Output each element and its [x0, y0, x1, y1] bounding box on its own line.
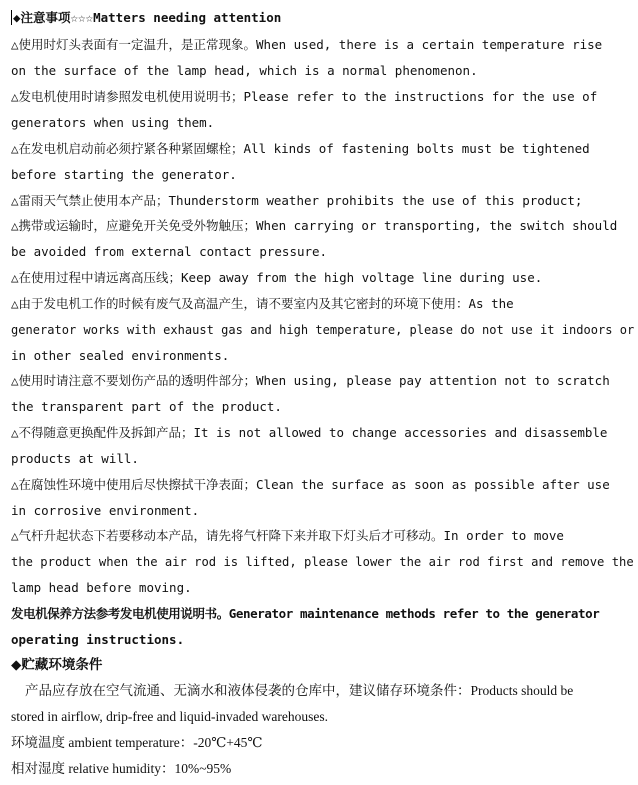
note-line: △携带或运输时，应避免开关免受外物触压；When carrying or transporting, the switch should — [11, 218, 618, 233]
note-line: △在使用过程中请远离高压线；Keep away from the high voltage line during use. — [11, 270, 543, 285]
note-line: before starting the generator. — [11, 167, 237, 182]
storage-line: 产品应存放在空气流通、无滴水和液体侵袭的仓库中，建议储存环境条件：Products should be — [25, 683, 574, 698]
note-line: products at will. — [11, 451, 139, 466]
precautions-heading: ◆注意事项☆☆☆Matters needing attention — [13, 10, 282, 25]
maintenance-note: operating instructions. — [11, 632, 185, 647]
note-line: be avoided from external contact pressure. — [11, 244, 328, 259]
note-line: on the surface of the lamp head, which is a normal phenomenon. — [11, 63, 478, 78]
storage-heading: ◆贮藏环境条件 — [11, 657, 103, 672]
note-line: in other sealed environments. — [11, 348, 230, 363]
note-line: lamp head before moving. — [11, 580, 192, 595]
note-line: △气杆升起状态下若要移动本产品，请先将气杆降下来并取下灯头后才可移动。In order to move — [11, 528, 564, 543]
note-line: △不得随意更换配件及拆卸产品；It is not allowed to change accessories and disassemble — [11, 425, 608, 440]
note-line: the transparent part of the product. — [11, 399, 282, 414]
note-line: the product when the air rod is lifted, please lower the air rod first and remove the — [11, 554, 634, 569]
text-cursor — [11, 10, 12, 25]
note-line: generator works with exhaust gas and high temperature, please do not use it indoors or — [11, 322, 635, 337]
note-line: △发电机使用时请参照发电机使用说明书；Please refer to the instructions for the use of — [11, 89, 598, 104]
note-line: △在腐蚀性环境中使用后尽快擦拭干净表面；Clean the surface as soon as possible after use — [11, 477, 610, 492]
note-line: in corrosive environment. — [11, 503, 200, 518]
note-line: generators when using them. — [11, 115, 215, 130]
note-line: △由于发电机工作的时候有废气及高温产生，请不要室内及其它密封的环境下使用：As the — [11, 296, 514, 311]
storage-line: stored in airflow, drip-free and liquid-invaded warehouses. — [11, 709, 329, 724]
ambient-temperature: 环境温度 ambient temperature：-20℃+45℃ — [11, 735, 263, 750]
relative-humidity: 相对湿度 relative humidity：10%~95% — [11, 761, 232, 776]
note-line: △雷雨天气禁止使用本产品；Thunderstorm weather prohibits the use of this product; — [11, 193, 583, 208]
note-line: △使用时灯头表面有一定温升，是正常现象。When used, there is a certain temperature rise — [11, 37, 603, 52]
maintenance-note: 发电机保养方法参考发电机使用说明书。Generator maintenance methods refer to the generator — [11, 606, 600, 621]
note-line: △在发电机启动前必须拧紧各种紧固螺栓；All kinds of fastening bolts must be tightened — [11, 141, 590, 156]
note-line: △使用时请注意不要划伤产品的透明件部分；When using, please pay attention not to scratch — [11, 373, 610, 388]
